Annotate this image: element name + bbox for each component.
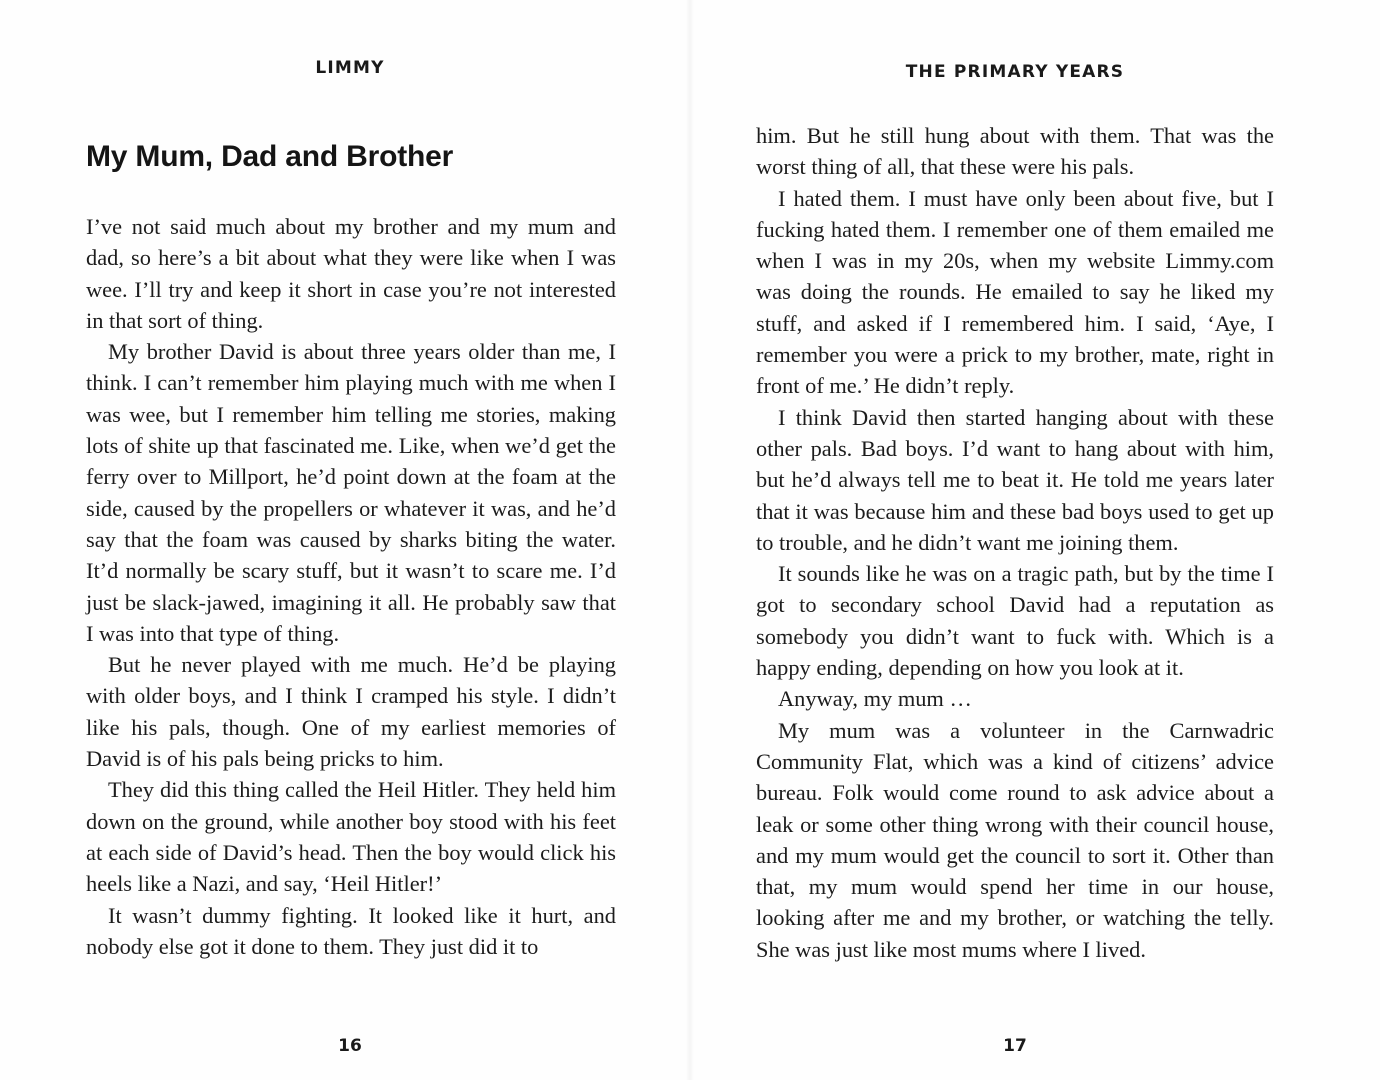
paragraph: him. But he still hung about with them. That was the worst thing of all, that these were his pals.	[756, 123, 1274, 180]
right-page	[690, 0, 1380, 1080]
left-body-text	[86, 211, 616, 962]
paragraph: I hated them. I must have only been about five, but I fucking hated them. I remember one of them emailed me when I was in my 20s, when my website Limmy.com was doing the rounds. He emailed to say he liked my stuff, and asked if I remembered him. I said, ‘Aye, I remember you were a prick to my brother, mate, right in front of me.’ He didn’t reply.	[756, 185, 1274, 399]
running-head-left: LIMMY	[315, 58, 385, 78]
paragraph: I think David then started hanging about with these other pals. Bad boys. I’d want to hang about with him, but he’d always tell me to beat it. He told me years later that it was because him and these bad boys used to get up to trouble, and he didn’t want me joining them.	[756, 404, 1274, 555]
paragraph: They did this thing called the Heil Hitler. They held him down on the ground, while another boy stood with his feet at each side of David’s head. Then the boy would click his heels like a Nazi, and say, ‘Heil Hitler!’	[86, 777, 616, 897]
paragraph: My brother David is about three years older than me, I think. I can’t remember him playing much with me when I was wee, but I remember him telling me stories, making lots of shite up that fascinated me. Like, when we’d get the ferry over to Millport, he’d point down at the foam at the side, caused by the propellers or whatever it was, and he’d say that the foam was caused by sharks biting the water. It’d normally be scary stuff, but it wasn’t to scare me. I’d just be slack-jawed, imagining it all. He probably saw that I was into that type of thing.	[86, 339, 616, 646]
right-body-text	[756, 120, 1274, 965]
paragraph: It sounds like he was on a tragic path, but by the time I got to secondary school David had a reputation as somebody you didn’t want to fuck with. Which is a happy ending, depending on how you look at it.	[756, 561, 1274, 681]
paragraph: My mum was a volunteer in the Carnwadric Community Flat, which was a kind of citizens’ advice bureau. Folk would come round to ask advice about a leak or some other thing wrong with their council house, and my mum would get the council to sort it. Other than that, my mum would spend her time in our house, looking after me and my brother, or watching the telly. She was just like most mums where I lived.	[756, 717, 1274, 962]
paragraph: It wasn’t dummy fighting. It looked like it hurt, and nobody else got it done to them. They just did it to	[86, 902, 616, 959]
page-number-right: 17	[1003, 1036, 1027, 1056]
paragraph: Anyway, my mum …	[778, 686, 972, 712]
paragraph: I’ve not said much about my brother and my mum and dad, so here’s a bit about what they were like when I was wee. I’ll try and keep it short in case you’re not interested in that sort of thing.	[86, 214, 616, 333]
paragraph: But he never played with me much. He’d be playing with older boys, and I think I cramped his style. I didn’t like his pals, though. One of my earliest memories of David is of his pals being pricks to him.	[86, 652, 616, 772]
page-number-left: 16	[338, 1036, 362, 1056]
running-head-right: THE PRIMARY YEARS	[905, 62, 1125, 82]
chapter-title: My Mum, Dad and Brother	[86, 140, 454, 173]
